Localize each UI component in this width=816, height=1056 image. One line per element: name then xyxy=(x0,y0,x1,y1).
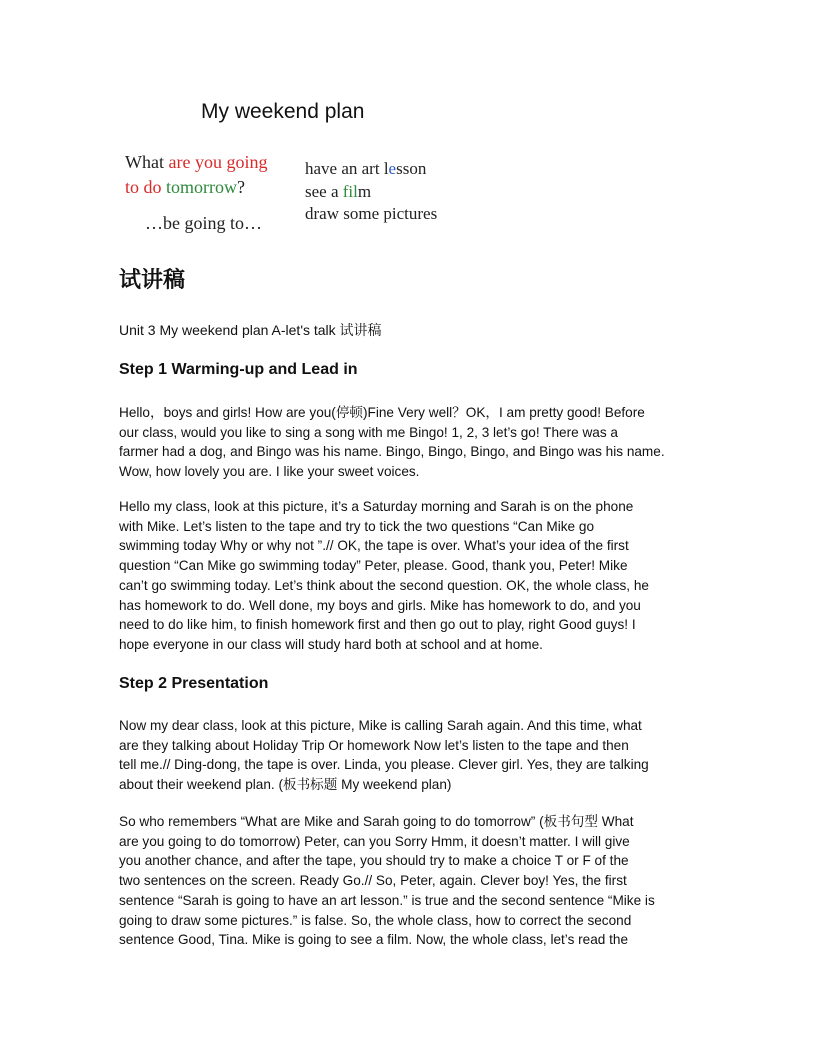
step2-paragraph-1: Now my dear class, look at this picture, Mike is calling Sarah again. And this time, what are they talking about Holiday Trip Or homework Now let’s listen to the tape and then tell me.// Ding-dong, the tape is over. Linda, you please. Clever girl. Yes, they are talking about their weekend plan. (板书标题 My weekend plan) xyxy=(119,718,649,793)
board-phrases xyxy=(305,158,437,226)
step1-heading: Step 1 Warming-up and Lead in xyxy=(119,361,358,378)
board-title: My weekend plan xyxy=(201,100,365,123)
board-structure: …be going to… xyxy=(145,213,262,233)
step2-heading: Step 2 Presentation xyxy=(119,675,269,692)
board-question-line-1: What are you going xyxy=(125,152,268,172)
step1-paragraph-1: Hello，boys and girls! How are you(停顿)Fine Very well？OK，I am pretty good! Before our class, would you like to sing a song with me Bingo! 1, 2, 3 let’s go! There was a farmer had a dog, and Bingo was his name. Bingo, Bingo, Bingo, and Bingo was his name. Wow, how lovely you are. I like your sweet voices. xyxy=(119,405,665,480)
board-phrase-1: have an art lesson xyxy=(305,159,427,178)
board-phrase-2: see a film xyxy=(305,181,372,201)
step1-paragraph-2: Hello my class, look at this picture, it’s a Saturday morning and Sarah is on the phone with Mike. Let’s listen to the tape and try to tick the two questions “Can Mike go swimming today Why or why not ”.// OK, the tape is over. What’s your idea of the first question “Can Mike go swimming today” Peter, please. Good, thank you, Peter! Mike can’t go swimming today. Let’s think about the second question. OK, the whole class, he has homework to do. Well done, my boys and girls. Mike has homework to do, and you need to do like him, to finish homework first and then go out to play, right Good guys! I hope everyone in our class will study hard both at school and at home. xyxy=(119,499,649,652)
document-title: 试讲稿 xyxy=(119,268,186,293)
step2-paragraph-2: So who remembers “What are Mike and Sarah going to do tomorrow” (板书句型 What are you going to do tomorrow) Peter, can you Sorry Hmm, it doesn’t matter. I will give you another chance, and after the tape, you should try to make a choice T or F of the two sentences on the screen. Ready Go.// So, Peter, again. Clever boy! Yes, the first sentence “Sarah is going to have an art lesson.” is true and the second sentence “Mike is going to draw some pictures.” is false. So, the whole class, how to correct the second sentence Good, Tina. Mike is going to see a film. Now, the whole class, let’s read the xyxy=(119,814,655,948)
board-phrase-3: draw some pictures xyxy=(305,204,438,223)
document-subtitle: Unit 3 My weekend plan A-let's talk 试讲稿 xyxy=(119,322,382,338)
board-question xyxy=(125,150,267,200)
board-question-line-2: to do tomorrow? xyxy=(125,177,246,197)
